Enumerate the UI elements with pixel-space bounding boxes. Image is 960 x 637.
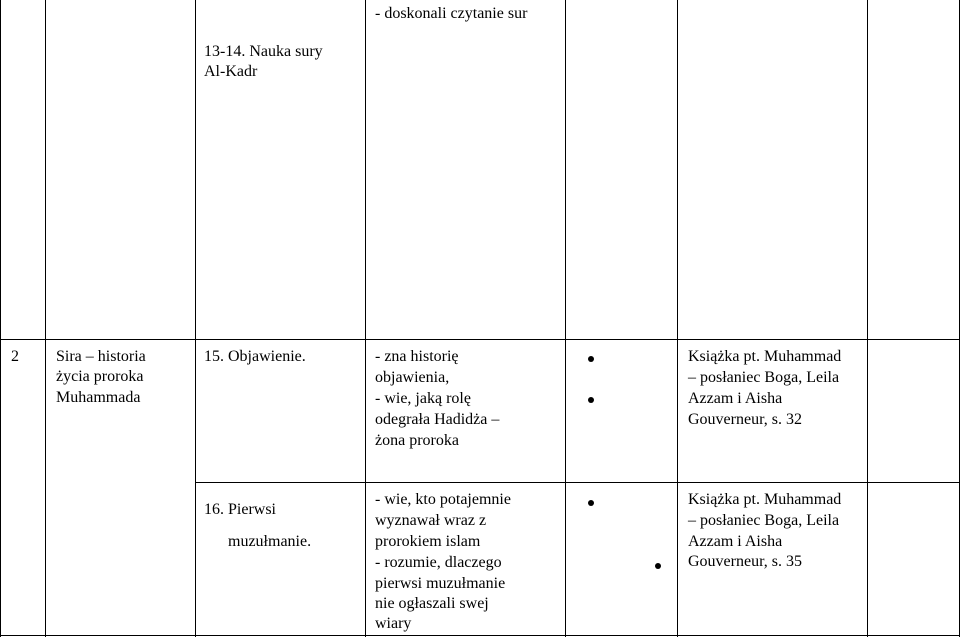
skills-line-6: nie ogłaszali swej — [375, 595, 489, 612]
source-line-1: Książka pt. Muhammad — [688, 348, 842, 365]
lesson-title-line-1: 16. Pierwsi — [204, 501, 276, 518]
bullet-dot — [655, 563, 661, 569]
table-border-left — [0, 0, 1, 637]
source-line-3: Azzam i Aisha — [688, 390, 783, 407]
section-title-line-1: Sira – historia — [56, 348, 146, 365]
column-divider-4 — [565, 0, 566, 637]
skills-line-7: wiary — [375, 615, 412, 632]
source-line-4: Gouverneur, s. 32 — [688, 411, 802, 428]
column-divider-3 — [365, 0, 366, 637]
row-divider — [0, 339, 960, 340]
skills-line-2: objawienia, — [375, 369, 450, 386]
skills-line-2: wyznawał wraz z — [375, 512, 487, 529]
source-line-4: Gouverneur, s. 35 — [688, 553, 802, 570]
skills-line-3: - wie, jaką rolę — [375, 390, 471, 407]
source-line-2: – posłaniec Boga, Leila — [688, 512, 840, 529]
skills-line-4: odegrała Hadidża – — [375, 411, 500, 428]
source-line-3: Azzam i Aisha — [688, 533, 783, 550]
lesson-title-line-2: muzułmanie. — [228, 533, 312, 550]
column-divider-5 — [677, 0, 678, 637]
table-border-bottom — [0, 635, 960, 636]
skills-line-3: prorokiem islam — [375, 533, 481, 550]
lesson-topic-line-2: Al-Kadr — [204, 63, 258, 80]
skills-line-5: żona proroka — [375, 432, 459, 449]
bullet-dot — [588, 500, 594, 506]
column-divider-6 — [867, 0, 868, 637]
bullet-dot — [588, 397, 594, 403]
sub-row-divider — [195, 482, 959, 483]
source-line-1: Książka pt. Muhammad — [688, 491, 842, 508]
section-title-line-2: życia proroka — [56, 368, 144, 385]
section-title-line-3: Muhammada — [56, 389, 141, 406]
lesson-topic-line-1: 13-14. Nauka sury — [204, 43, 323, 60]
skills-text-partial: - doskonali czytanie sur — [375, 5, 528, 22]
skills-line-5: pierwsi muzułmanie — [375, 575, 506, 592]
skills-line-4: - rozumie, dlaczego — [375, 554, 502, 571]
lesson-title: 15. Objawienie. — [204, 348, 306, 365]
bullet-dot — [588, 356, 594, 362]
row-number: 2 — [11, 348, 19, 365]
source-line-2: – posłaniec Boga, Leila — [688, 369, 840, 386]
column-divider-1 — [45, 0, 46, 637]
skills-line-1: - wie, kto potajemnie — [375, 491, 511, 508]
skills-line-1: - zna historię — [375, 348, 459, 365]
column-divider-2 — [195, 0, 196, 637]
